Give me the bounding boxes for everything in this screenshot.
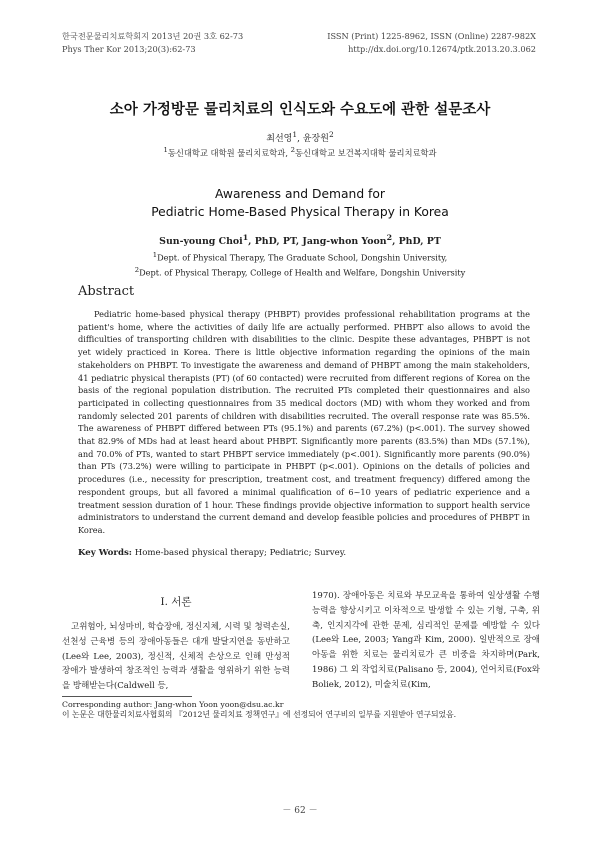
footnote [62, 700, 456, 720]
korean-author-1: 최선영 [266, 134, 293, 144]
english-author-2-credentials: , PhD, PT [392, 236, 441, 248]
issn: ISSN (Print) 1225-8962, ISSN (Online) 2287-982X [327, 31, 536, 41]
english-affil-1-line [0, 249, 600, 264]
english-author-2: Jang-whon Yoon [302, 236, 387, 248]
english-title-line-2: Pediatric Home-Based Physical Therapy in Korea [151, 204, 449, 219]
doi-link[interactable]: http://dx.doi.org/10.12674/ptk.2013.20.3.062 [348, 44, 536, 54]
funding-note: 이 논문은 대한물리치료사협회의 『2012년 물리치료 정책연구』에 선정되어 연구비의 일부를 지원받아 연구되었음. [62, 710, 457, 719]
korean-affil-1: 동신대학교 대학원 물리치료학과, [167, 147, 291, 158]
korean-title: 소아 가정방문 물리치료의 인식도와 수요도에 관한 설문조사 [109, 101, 491, 118]
abstract-body: Pediatric home-based physical therapy (PHBPT) provides professional rehabilitation programs at the patient's home, where the activities of daily life are actually performed. PHBPT also allows to avoid the difficulties of transporting children with disabilities to the clinic. Despite these advantages, PHBPT is not yet widely practiced in Korea. There is little objective information regarding the opinions of the main stakeholders on PHBPT. To investigate the awareness and demand of PHBPT among the main stakeholders, 41 pediatric physical therapists (PT) (of 60 contacted) were recruited from different regions of Korea on the basis of the regional population distribution. The recruited PTs completed their questionnaires and also participated in collecting questionnaires from 35 medical doctors (MD) with whom they worked and from randomly selected 201 parents of children with disabilities recruited. The overall response rate was 85.5%. The awareness of PHBPT differed between PTs (95.1%) and parents (67.2%) (p<.001). The survey showed that 82.9% of MDs had at least heard about PHBPT. Significantly more parents (83.5%) than MDs (57.1%), and 70.0% of PTs, wanted to start PHBPT service immediately (p<.001). Significantly more parents (90.0%) than PTs (73.2%) were willing to participate in PHBPT (p<.001). Opinions on the details of policies and procedures (i.e., necessity for prescription, treatment cost, and treatment frequency) differed among the respondent groups, but all favored a minimal qualification of 6~10 years of pediatric experience and a treatment session duration of 1 hour. These findings provide objective information to support health service administrators to understand the current demand and develop feasible policies and procedures of PHBPT in Korea. [78, 309, 530, 535]
korean-affiliations [0, 146, 600, 159]
english-author-1-credentials: , PhD, PT, [248, 236, 303, 248]
section-heading-introduction: Ⅰ. 서론 [160, 596, 192, 608]
english-affil-1-sup: 1 [152, 251, 158, 259]
english-title-line-1: Awareness and Demand for [215, 187, 385, 201]
korean-affil-1-sup: 1 [163, 146, 168, 154]
korean-author-2: 윤장원 [302, 134, 329, 144]
korean-author-2-sup: 2 [328, 130, 334, 139]
korean-authors [0, 130, 600, 144]
english-authors [0, 233, 600, 247]
english-affiliations [0, 249, 600, 279]
english-title [0, 186, 600, 221]
english-affil-2: Dept. of Physical Therapy, College of Health and Welfare, Dongshin University [139, 267, 466, 278]
introduction-paragraph-left: 고위험아, 뇌성마비, 학습장애, 정신지체, 시력 및 청력손실, 선천성 근육병 등의 장애아동들은 대개 발달지연을 동반하고(Lee와 Lee, 2003), 정신적, 신체적 손상으로 인해 만성적 장애가 발생하여 창조적인 능력과 생활을 영위하기 위한 능력을 방해받는다(Caldwell 등, [62, 622, 290, 692]
journal-header-left [62, 30, 243, 56]
body-column-left [62, 594, 290, 694]
journal-name-korean: 한국전문물리치료학회지 2013년 20권 3호 62-73 [62, 31, 244, 41]
author-separator: , [297, 134, 303, 144]
page-number: － 62 － [282, 806, 318, 816]
journal-citation: Phys Ther Kor 2013;20(3):62-73 [62, 44, 196, 54]
korean-affil-2: 동신대학교 보건복지대학 물리치료학과 [295, 147, 437, 158]
english-affil-1: Dept. of Physical Therapy, The Graduate School, Dongshin University, [157, 252, 448, 263]
keywords [78, 548, 530, 558]
keywords-label: Key Words: [78, 548, 132, 558]
english-affil-2-line [0, 264, 600, 279]
introduction-paragraph-right: 1970). 장애아동은 치료와 부모교육을 통하여 일상생활 수행능력을 향상시키고 이차적으로 발생할 수 있는 기형, 구축, 위축, 인지지각에 관한 문제, 심리적인 문제를 예방할 수 있다(Lee와 Lee, 2003; Yang과 Kim, 2000). 일반적으로 장애아동을 위한 치료는 물리치료가 큰 비중을 차지하며(Park, 1986) 그 외 작업치료(Palisano 등, 2004), 언어치료(Fox와 Boliek, 2012), 미술치료(Kim, [312, 591, 540, 690]
abstract-heading: Abstract [78, 284, 135, 299]
body-column-right [312, 589, 540, 693]
keywords-value: Home-based physical therapy; Pediatric; Survey. [131, 548, 347, 558]
english-author-1-sup: 1 [242, 233, 249, 242]
korean-affil-2-sup: 2 [290, 146, 296, 154]
english-author-2-sup: 2 [386, 233, 393, 242]
english-affil-2-sup: 2 [134, 266, 140, 275]
footnote-divider [62, 696, 192, 697]
journal-header-right [327, 30, 536, 56]
korean-author-1-sup: 1 [292, 130, 298, 139]
english-author-1: Sun-young Choi [159, 236, 243, 248]
corresponding-author: Corresponding author: Jang-whon Yoon yoon@dsu.ac.kr [62, 700, 284, 709]
